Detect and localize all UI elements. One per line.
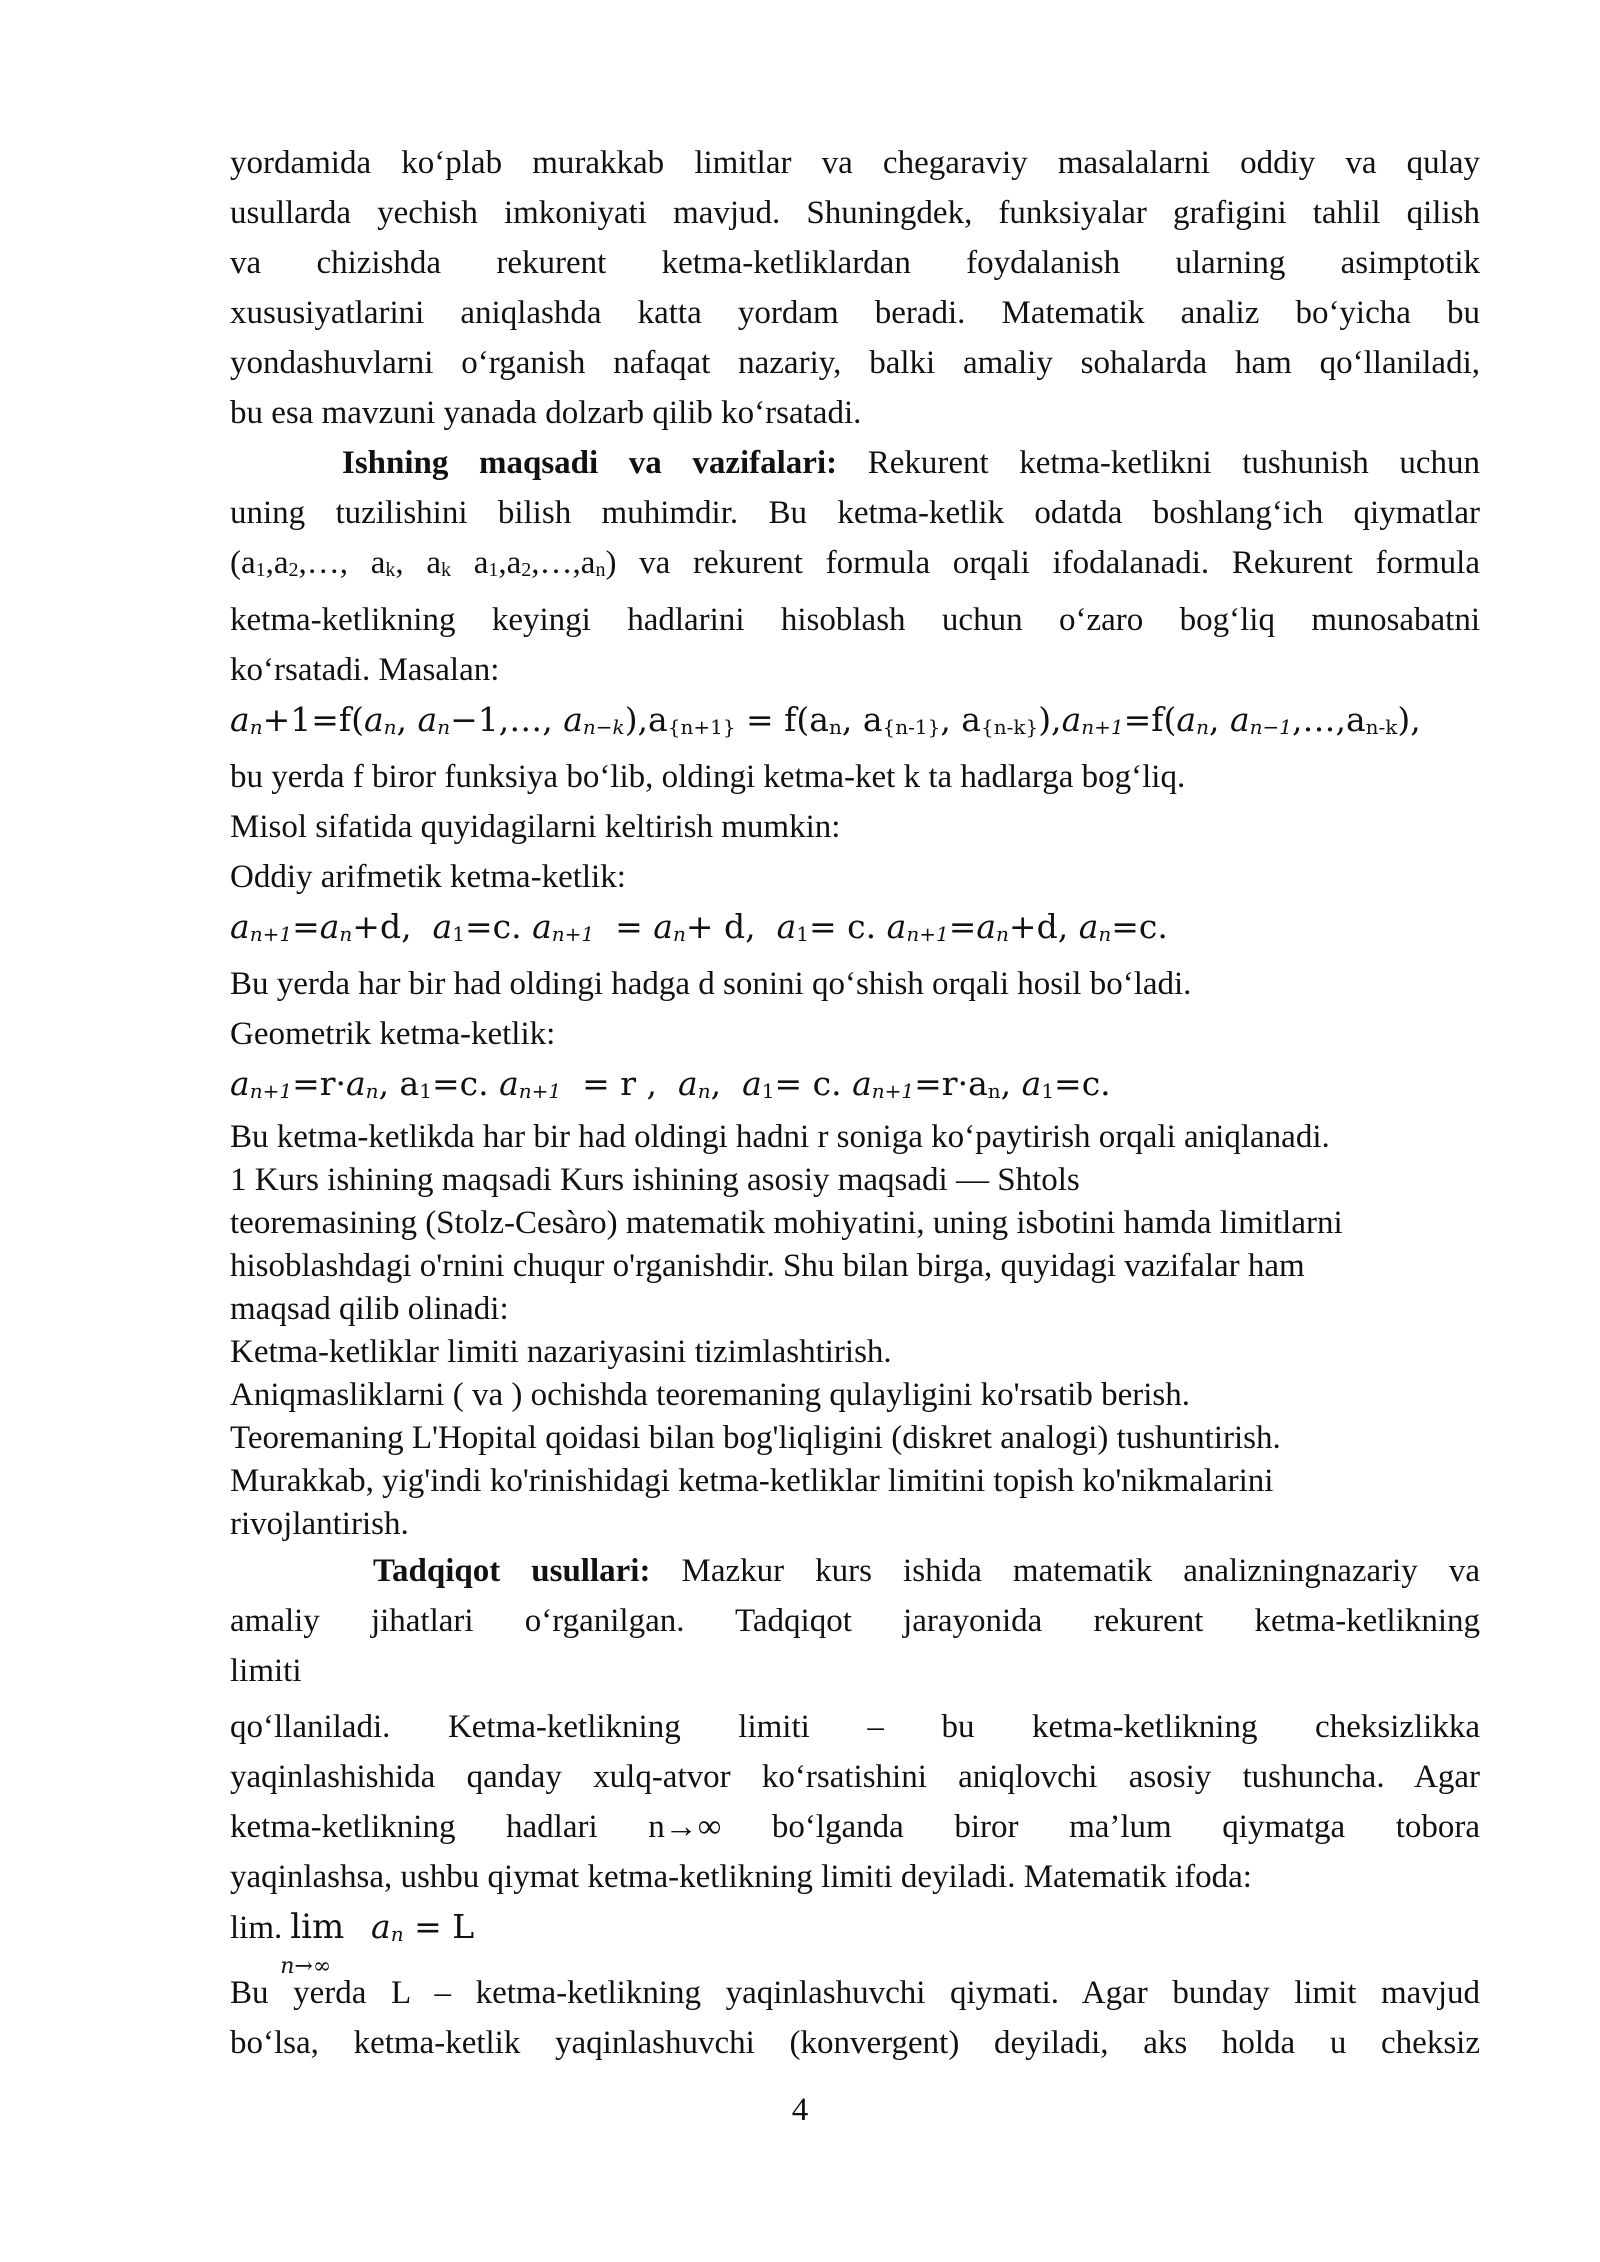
method-heading: Tadqiqot usullari:: [373, 1553, 651, 1589]
text-line: bo‘lsa, ketma-ketlik yaqinlashuvchi (konvergent) deyiladi, aks holda u cheksiz: [230, 2025, 1480, 2061]
limit-operator: [280, 1902, 352, 1979]
text-line: xususiyatlarini aniqlashda katta yordam beradi. Matematik analiz bo‘yicha bu: [230, 295, 1480, 331]
final-paragraph: [230, 1968, 1480, 2068]
text-line: limiti: [230, 1653, 302, 1689]
method-first-line: [230, 1546, 1480, 1596]
text-line: teoremasining (Stolz-Cesàro) matematik mohiyatini, uning isbotini hamda limitlarni: [230, 1205, 1343, 1241]
text-line: va chizishda rekurent ketma-ketliklardan foydalanish ularning asimptotik: [230, 245, 1480, 281]
method-first-text: Mazkur kurs ishida matematik analizningnazariy va: [681, 1553, 1481, 1589]
text-line: Bu yerda har bir had oldingi hadga d sonini qo‘shish orqali hosil bo‘ladi.: [230, 966, 1192, 1002]
limit-formula: [230, 1902, 1480, 1979]
limit-rhs: = L: [414, 1907, 475, 1946]
intro-paragraph: [230, 138, 1480, 438]
list-item: Murakkab, yig'indi ko'rinishidagi ketma-ketliklar limitini topish ko'nikmalarini: [230, 1463, 1274, 1499]
text-line: bu yerda f biror funksiya bo‘lib, oldingi ketma-ket k ta hadlarga bog‘liq.: [230, 759, 1186, 795]
text-line: yaqinlashsa, ushbu qiymat ketma-ketlikning limiti deyiladi. Matematik ifoda:: [230, 1859, 1252, 1895]
list-item: Teoremaning L'Hopital qoidasi bilan bog'liqligini (diskret analogi) tushuntirish.: [230, 1420, 1281, 1456]
list-item: Ketma-ketliklar limiti nazariyasini tizimlashtirish.: [230, 1334, 892, 1370]
goals-list: [230, 1159, 1480, 1546]
text-line: Bu yerda L – ketma-ketlikning yaqinlashuvchi qiymati. Agar bunday limit mavjud: [230, 1975, 1480, 2011]
limit-prefix: lim.: [230, 1910, 283, 1946]
text-line: hisoblashdagi o'rnini chuqur o'rganishdir. Shu bilan birga, quyidagi vazifalar ham: [230, 1248, 1305, 1284]
goal-first-text: Rekurent ketma-ketlikni tushunish uchun: [867, 445, 1480, 481]
text-line: yondashuvlarni o‘rganish nafaqat nazariy, balki amaliy sohalarda ham qo‘llaniladi,: [230, 345, 1480, 381]
text-line: Misol sifatida quyidagilarni keltirish mumkin:: [230, 809, 841, 845]
geom-explanation: Bu ketma-ketlikda har bir had oldingi hadni r soniga ko‘paytirish orqali aniqlanadi.: [230, 1119, 1330, 1155]
text-line: uning tuzilishini bilish muhimdir. Bu ketma-ketlik odatda boshlang‘ich qiymatlar: [230, 495, 1480, 531]
text-line: ketma-ketlikning hadlari n→∞ bo‘lganda biror ma’lum qiymatga tobora: [230, 1809, 1480, 1845]
text-line: amaliy jihatlari o‘rganilgan. Tadqiqot jarayonida rekurent ketma-ketlikning: [230, 1603, 1480, 1639]
limit-subscript: n→∞: [280, 1954, 332, 1979]
arith-formula: an+1=an+d, a1=c. an+1 = an+ d, a1= c. an+1=an+d, an=c.: [230, 907, 1168, 946]
sequence-line: (a1,a2,…, ak, ak a1,a2,…,an) va rekurent formula orqali ifodalanadi. Rekurent formula: [230, 545, 1480, 581]
limit-expression: an = L: [371, 1907, 475, 1946]
text-line: bu esa mavzuni yanada dolzarb qilib ko‘rsatadi.: [230, 395, 862, 431]
goal-section: [230, 438, 1480, 1116]
document-page: [230, 138, 1480, 2068]
goal-heading: Ishning maqsadi va vazifalari:: [342, 445, 838, 481]
limit-word: lim: [290, 1907, 345, 1947]
geom-title: Geometrik ketma-ketlik:: [230, 1016, 556, 1052]
list-item: rivojlantirish.: [230, 1506, 409, 1542]
method-section: [230, 1546, 1480, 1696]
sequence-line-tail: va rekurent formula orqali ifodalanadi. Rekurent formula: [639, 545, 1480, 581]
arith-title: Oddiy arifmetik ketma-ketlik:: [230, 859, 626, 895]
text-line: qo‘llaniladi. Ketma-ketlikning limiti – bu ketma-ketlikning cheksizlikka: [230, 1709, 1480, 1745]
text-line: usullarda yechish imkoniyati mavjud. Shuningdek, funksiyalar grafigini tahlil qilish: [230, 195, 1480, 231]
text-line: yordamida ko‘plab murakkab limitlar va chegaraviy masalalarni oddiy va qulay: [230, 145, 1480, 181]
recurrent-formula: an+1=f(an, an−1,…, an−k),a{n+1} = f(an, a{n-1}, a{n-k}),an+1=f(an, an−1,…,an-k),: [230, 700, 1421, 739]
limit-paragraph: [230, 1702, 1480, 1902]
text-line: maqsad qilib olinadi:: [230, 1291, 509, 1327]
list-item: Aniqmasliklarni ( va ) ochishda teoremaning qulayligini ko'rsatib berish.: [230, 1377, 1190, 1413]
text-line: 1 Kurs ishining maqsadi Kurs ishining asosiy maqsadi — Shtols: [230, 1162, 1080, 1198]
geom-formula: an+1=r·an, a1=c. an+1 = r , an, a1= c. an+1=r·an, a1=c.: [230, 1064, 1111, 1103]
text-line: yaqinlashishida qanday xulq-atvor ko‘rsatishini aniqlovchi asosiy tushuncha. Agar: [230, 1759, 1480, 1795]
goal-first-line: [230, 438, 1480, 488]
text-line: ketma-ketlikning keyingi hadlarini hisoblash uchun o‘zaro bog‘liq munosabatni: [230, 602, 1480, 638]
page-number: 4: [791, 2092, 809, 2128]
text-line: ko‘rsatadi. Masalan:: [230, 652, 500, 688]
